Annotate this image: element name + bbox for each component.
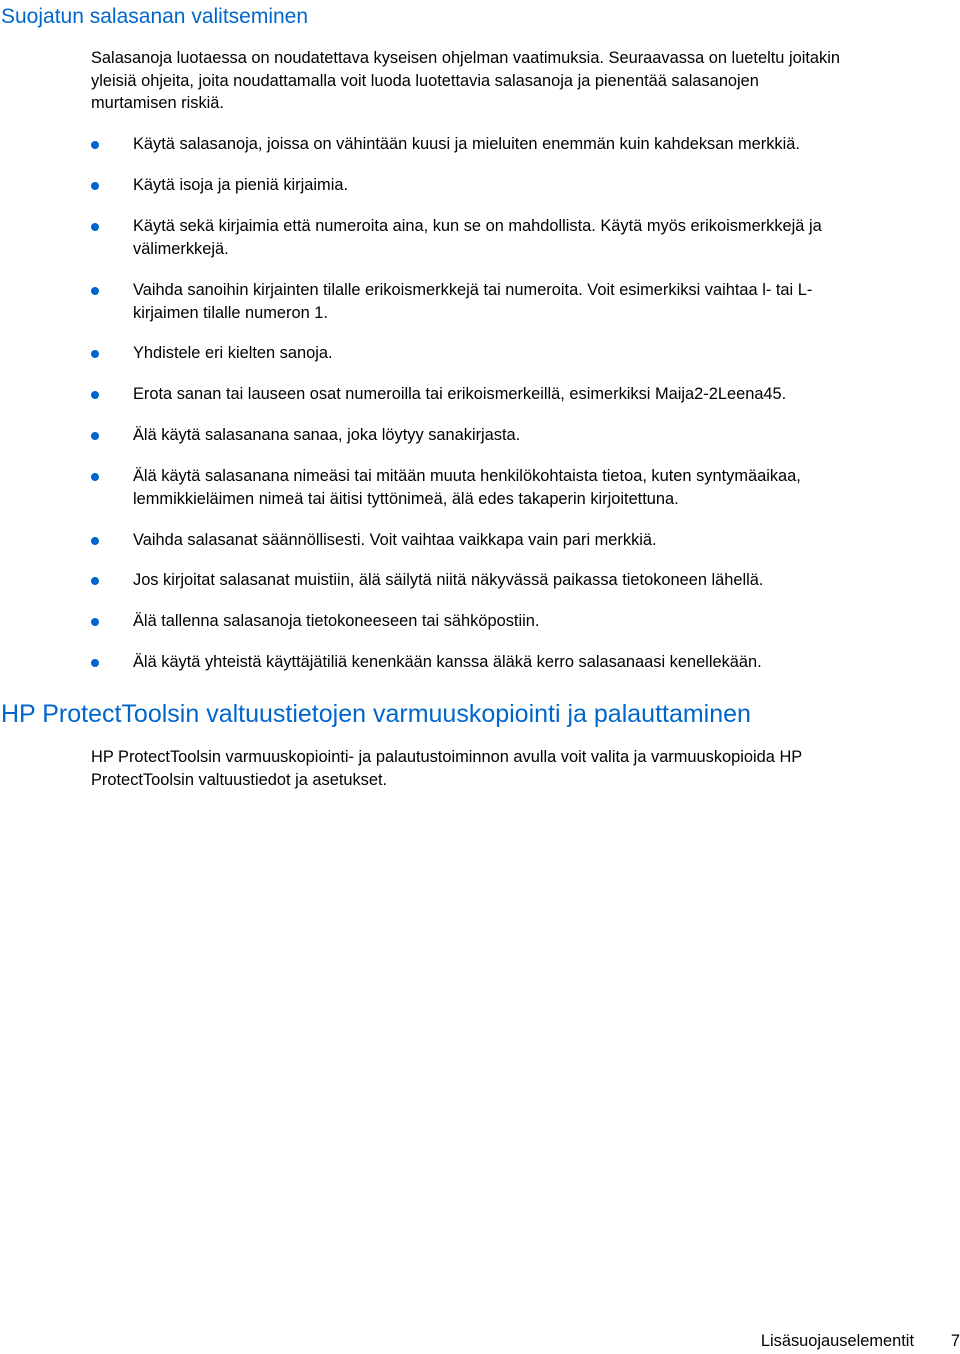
list-item-text [133, 174, 348, 197]
list-item-line: Käytä salasanoja, joissa on vähintään kuusi ja mieluiten enemmän kuin kahdeksan merkkiä. [133, 135, 800, 153]
list-item-text [133, 651, 762, 674]
footer-page-number: 7 [950, 1332, 960, 1350]
list-item-text [133, 279, 812, 324]
list-item-text [133, 383, 786, 406]
bullet-icon [91, 182, 99, 190]
list-item-line: Älä käytä salasanana sanaa, joka löytyy sanakirjasta. [133, 426, 521, 444]
list-item-line: Älä tallenna salasanoja tietokoneeseen tai sähköpostiin. [133, 612, 540, 630]
list-item-text [133, 342, 333, 365]
bullet-icon [91, 141, 99, 149]
list-item-line: Yhdistele eri kielten sanoja. [133, 344, 333, 362]
intro-line: murtamisen riskiä. [91, 94, 224, 112]
intro-line: yleisiä ohjeita, joita noudattamalla voit luoda luotettavia salasanoja ja pienentää salasanojen [91, 71, 759, 90]
section-heading-password-selection: Suojatun salasanan valitseminen [1, 5, 309, 28]
list-item-line: Erota sanan tai lauseen osat numeroilla tai erikoismerkeillä, esimerkiksi Maija2-2Leena45. [133, 385, 787, 403]
bullet-icon [91, 577, 99, 585]
bullet-icon [91, 659, 99, 667]
list-item-text [133, 610, 539, 633]
list-item-line: Älä käytä yhteistä käyttäjätiliä kenenkään kanssa äläkä kerro salasanaasi kenellekään. [133, 653, 762, 671]
backup-paragraph [91, 746, 957, 791]
list-item-line: Jos kirjoitat salasanat muistiin, älä säilytä niitä näkyvässä paikassa tietokoneen lähellä. [133, 571, 764, 589]
backup-line: ProtectToolsin valtuustiedot ja asetukset. [91, 770, 388, 789]
intro-line: Salasanoja luotaessa on noudatettava kyseisen ohjelman vaatimuksia. Seuraavassa on lueteltu joitakin [91, 49, 840, 67]
list-item-line: Käytä isoja ja pieniä kirjaimia. [133, 176, 348, 194]
list-item-line: Vaihda sanoihin kirjainten tilalle erikoismerkkejä tai numeroita. Voit esimerkiksi vaihtaa l- tai L- [133, 281, 813, 299]
list-item-line: lemmikkieläimen nimeä tai äitisi tyttönimeä, älä edes takaperin kirjoitettuna. [133, 489, 679, 508]
list-item-text [133, 529, 657, 552]
list-item-text [133, 465, 801, 510]
list-item-line: Vaihda salasanat säännöllisesti. Voit vaihtaa vaikkapa vain pari merkkiä. [133, 531, 657, 549]
intro-paragraph [91, 47, 957, 115]
bullet-icon [91, 350, 99, 358]
list-item-line: Käytä sekä kirjaimia että numeroita aina, kun se on mahdollista. Käytä myös erikoismerkkejä ja [133, 217, 822, 235]
list-item-line: kirjaimen tilalle numeron 1. [133, 303, 328, 322]
bullet-icon [91, 473, 99, 481]
backup-line: HP ProtectToolsin varmuuskopiointi- ja palautustoiminnon avulla voit valita ja varmuuskopioida HP [91, 748, 803, 766]
list-item-text [133, 215, 822, 260]
bullet-icon [91, 223, 99, 231]
bullet-icon [91, 287, 99, 295]
list-item-line: Älä käytä salasanana nimeäsi tai mitään muuta henkilökohtaista tietoa, kuten syntymäaikaa, [133, 467, 801, 485]
list-item-line: välimerkkejä. [133, 239, 229, 258]
bullet-icon [91, 537, 99, 545]
bullet-icon [91, 432, 99, 440]
list-item-text [133, 133, 800, 156]
bullet-icon [91, 618, 99, 626]
footer-section-label: Lisäsuojauselementit [760, 1332, 914, 1350]
list-item-text [133, 424, 520, 447]
section-heading-backup-restore: HP ProtectToolsin valtuustietojen varmuuskopiointi ja palauttaminen [1, 700, 751, 728]
bullet-icon [91, 391, 99, 399]
list-item-text [133, 569, 763, 592]
